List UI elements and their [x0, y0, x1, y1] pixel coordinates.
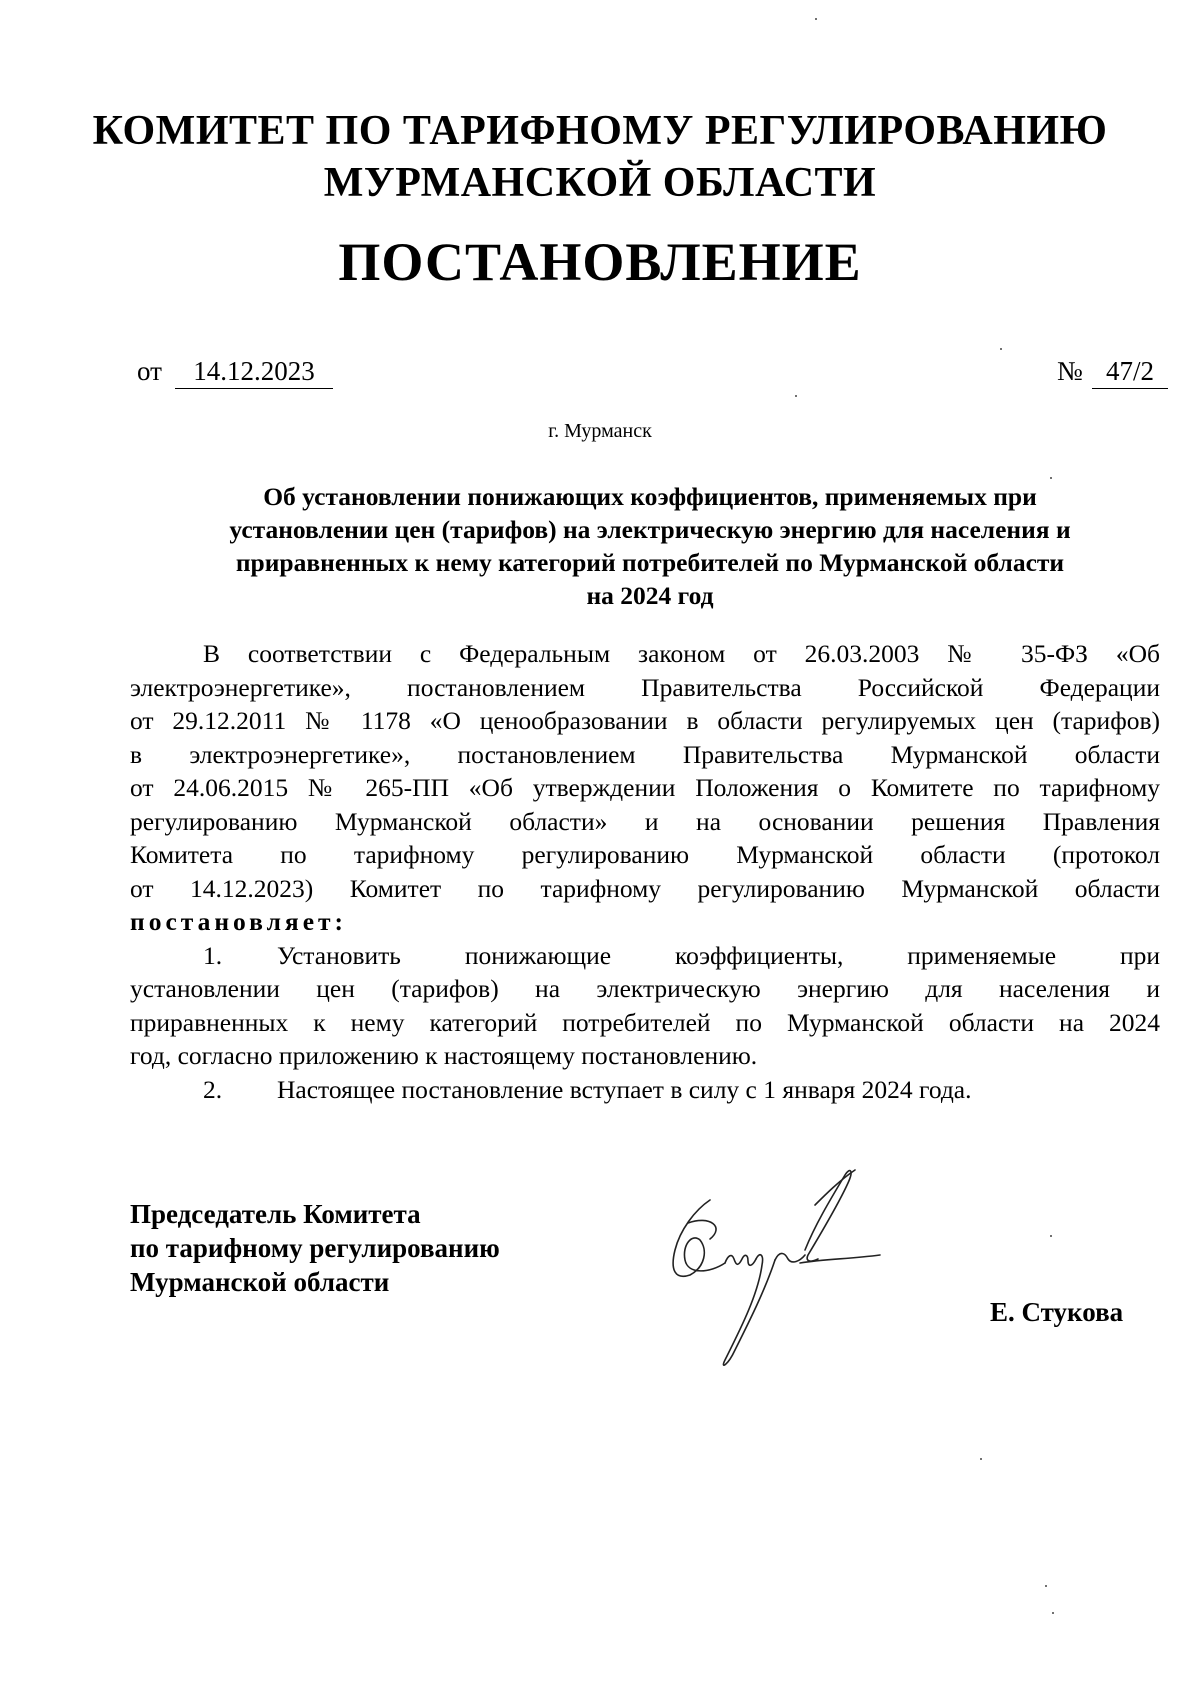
scan-speck	[815, 18, 817, 20]
number-label: №	[1057, 356, 1083, 386]
scan-speck	[1050, 477, 1052, 479]
signer-position-line: Председатель Комитета	[130, 1199, 421, 1229]
document-subject	[130, 480, 1170, 612]
organization-name-line2: МУРМАНСКОЙ ОБЛАСТИ	[323, 160, 877, 206]
signer-position-line: по тарифному регулированию	[130, 1233, 500, 1263]
item-text: Установить понижающие коэффициенты, применяемые при	[277, 940, 1160, 970]
subject-line: установлении цен (тарифов) на электрическую энергию для населения и	[229, 515, 1071, 544]
date-number-row	[0, 352, 1200, 392]
item-number: 1.	[203, 940, 223, 970]
item-1-line: год, согласно приложению к настоящему постановлению.	[130, 1041, 758, 1070]
scan-speck	[1052, 1612, 1054, 1614]
preamble-line: Комитета по тарифному регулированию Мурманской области (протокол	[130, 840, 1160, 869]
date-label: от	[137, 356, 162, 386]
scan-speck	[1045, 1585, 1047, 1587]
document-date: 14.12.2023	[175, 356, 333, 389]
item-number: 2.	[203, 1074, 223, 1104]
preamble-line: в электроэнергетике», постановлением Правительства Мурманской области	[130, 739, 1160, 769]
preamble-line: от 29.12.2011 № 1178 «О ценообразовании в области регулируемых цен (тарифов)	[130, 706, 1160, 735]
item-1-line: приравненных к нему категорий потребителей по Мурманской области на 2024	[130, 1007, 1160, 1037]
scan-speck	[795, 395, 797, 397]
item-1-line	[130, 939, 1160, 973]
scan-speck	[1050, 1235, 1052, 1237]
item-1-line: установлении цен (тарифов) на электрическую энергию для населения и	[130, 974, 1160, 1003]
preamble-line: от 24.06.2015 № 265-ПП «Об утверждении Положения о Комитете по тарифному	[130, 773, 1160, 802]
city-line: г. Мурманск	[548, 420, 652, 442]
subject-line: Об установлении понижающих коэффициентов, применяемых при	[263, 482, 1037, 511]
item-2-line	[130, 1073, 1160, 1107]
scan-speck	[1000, 348, 1002, 350]
preamble-line: от 14.12.2023) Комитет по тарифному регулированию Мурманской области	[130, 873, 1160, 903]
signer-position-line: Мурманской области	[130, 1267, 390, 1297]
resolves-word: постановляет:	[130, 907, 348, 936]
signer-name: Е. Стукова	[990, 1297, 1124, 1327]
subject-line: приравненных к нему категорий потребителей по Мурманской области	[235, 548, 1065, 577]
signer-position	[130, 1197, 500, 1299]
subject-line: на 2024 год	[586, 581, 714, 610]
scan-speck	[980, 1458, 982, 1460]
handwritten-signature	[640, 1155, 900, 1385]
document-number: 47/2	[1092, 356, 1168, 389]
preamble-line: В соответствии с Федеральным законом от 26.03.2003 № 35-ФЗ «Об	[203, 639, 1160, 668]
preamble-line: электроэнергетике», постановлением Правительства Российской Федерации	[130, 672, 1160, 702]
organization-name-line1: КОМИТЕТ ПО ТАРИФНОМУ РЕГУЛИРОВАНИЮ	[92, 108, 1108, 154]
item-text: Настоящее постановление вступает в силу с 1 января 2024 года.	[277, 1074, 972, 1104]
document-type-title: ПОСТАНОВЛЕНИЕ	[338, 232, 862, 292]
preamble-line: регулированию Мурманской области» и на основании решения Правления	[130, 806, 1160, 836]
document-body	[130, 637, 1160, 1106]
